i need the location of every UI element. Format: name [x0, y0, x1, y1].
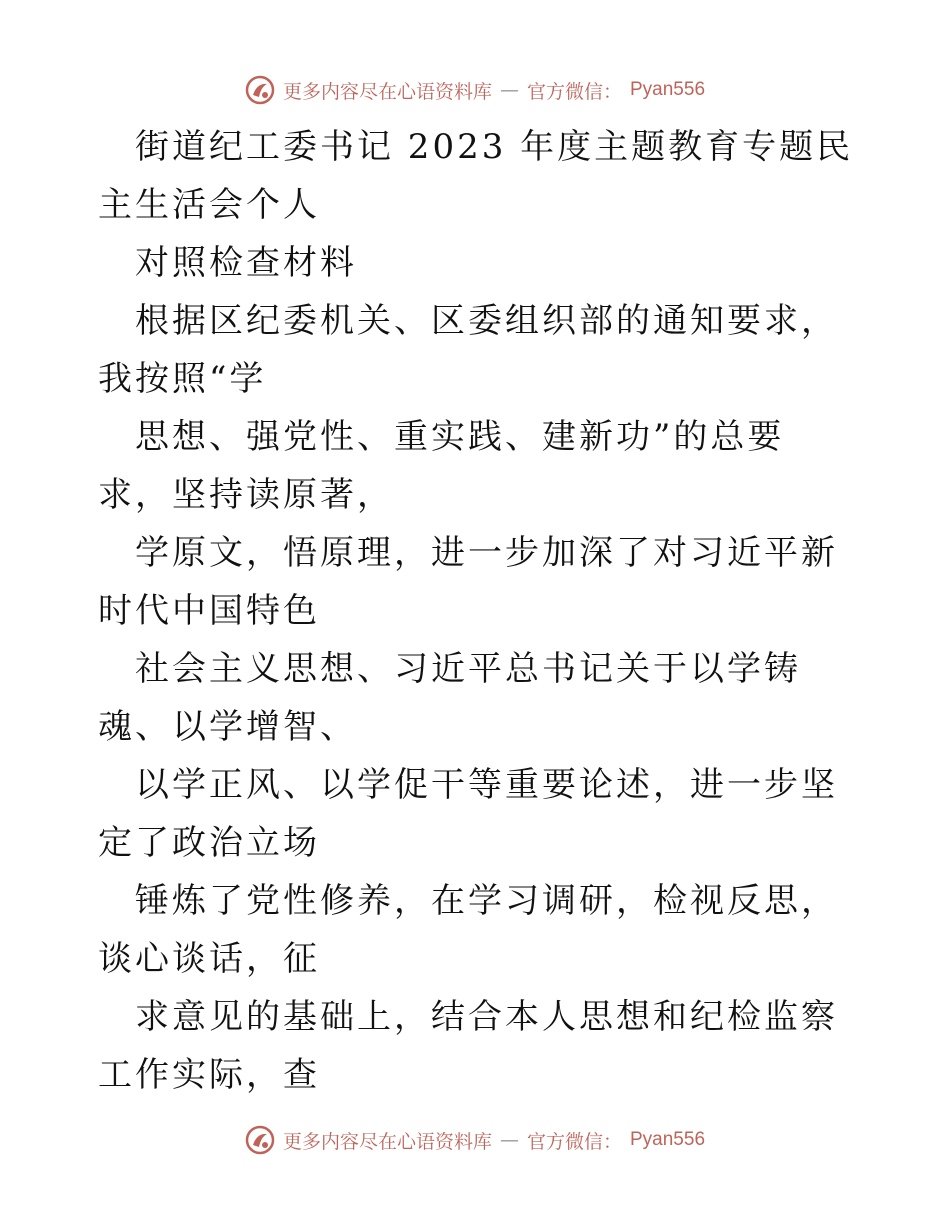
paragraph: 锤炼了党性修养，在学习调研，检视反思，谈心谈话，征	[98, 881, 838, 979]
watermark-wechat-id: Pyan556	[630, 1129, 706, 1150]
watermark-wechat-label: 官方微信：	[526, 80, 622, 103]
watermark-text: 更多内容尽在心语资料库	[282, 80, 492, 103]
paragraph: 学原文，悟原理，进一步加深了对习近平新时代中国特色	[98, 533, 838, 631]
paragraph-subtitle: 对照检查材料	[135, 243, 357, 283]
paragraph: 以学正风、以学促干等重要论述，进一步坚定了政治立场	[98, 765, 838, 863]
watermark-wechat-id: Pyan556	[630, 79, 706, 100]
document-body	[98, 118, 858, 1104]
seal-logo-icon	[245, 75, 275, 105]
watermark-text: 更多内容尽在心语资料库	[282, 1130, 492, 1153]
paragraph: 求意见的基础上，结合本人思想和纪检监察工作实际，查	[98, 997, 838, 1095]
paragraph-title: 街道纪工委书记 2023 年度主题教育专题民主生活会个人	[98, 127, 854, 225]
paragraph: 社会主义思想、习近平总书记关于以学铸魂、以学增智、	[98, 649, 801, 747]
paragraph: 思想、强党性、重实践、建新功”的总要求，坚持读原著，	[98, 417, 785, 515]
watermark-separator: —	[499, 1129, 519, 1151]
watermark-wechat-label: 官方微信：	[526, 1130, 622, 1153]
watermark-separator: —	[499, 79, 519, 101]
paragraph: 根据区纪委机关、区委组织部的通知要求，我按照“学	[98, 301, 838, 399]
footer-watermark	[0, 1120, 950, 1160]
header-watermark	[0, 70, 950, 110]
seal-logo-icon	[245, 1125, 275, 1155]
